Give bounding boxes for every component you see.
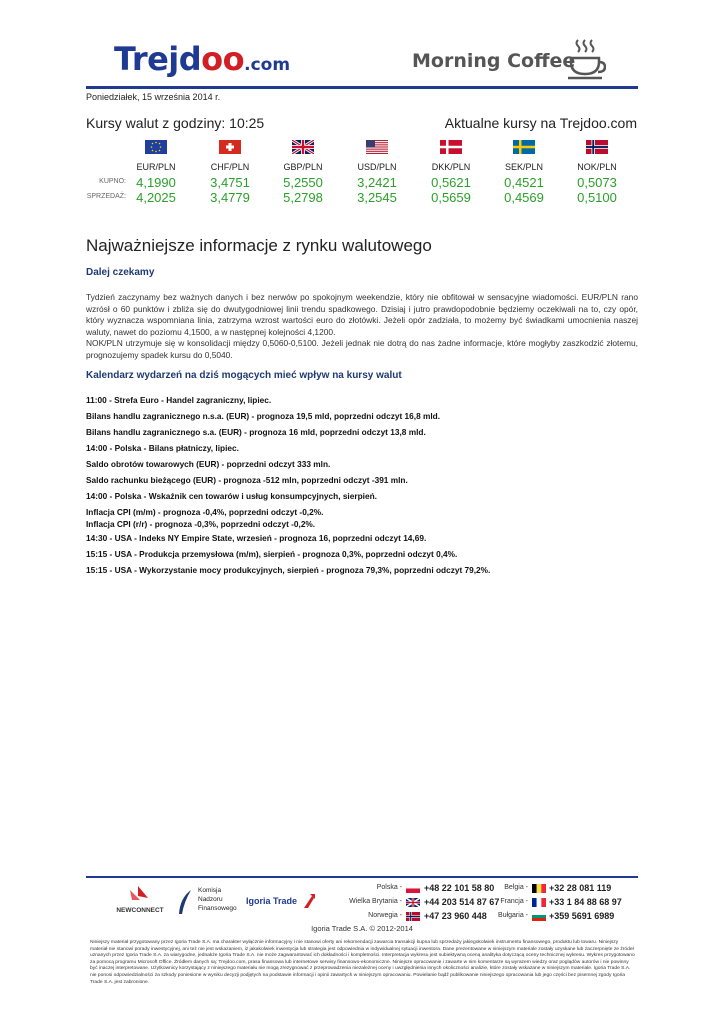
pair-label-sek: SEK/PLN xyxy=(504,162,544,172)
knf-emblem-icon xyxy=(176,888,194,916)
morning-coffee-title: Morning Coffee xyxy=(412,50,576,72)
gb-flag-icon xyxy=(406,898,420,907)
newconnect-text: NEWCONNECT xyxy=(116,907,164,914)
calendar-event: Bilans handlu zagranicznego n.s.a. (EUR) - prognoza 19,5 mld, poprzedni odczyt 16,8 mld. xyxy=(86,411,441,421)
calendar-event: 14:00 - Polska - Wskaźnik cen towarów i usług konsumpcyjnych, sierpień. xyxy=(86,491,377,501)
calendar-event: Saldo rachunku bieżącego (EUR) - prognoza -512 mln, poprzedni odczyt -391 mln. xyxy=(86,475,408,485)
news-paragraph-2: NOK/PLN utrzymuje się w konsolidacji między 0,5060-0,5100. Jeżeli jednak nie dotrą do nas żadne informacje, które mogłyby zaszkodzić złotemu, prognozujemy spadek kursu do 0,5040. xyxy=(86,338,638,360)
footer-divider xyxy=(86,876,638,878)
calendar-event: 14:00 - Polska - Bilans płatniczy, lipiec. xyxy=(86,443,239,453)
calendar-event: 15:15 - USA - Produkcja przemysłowa (m/m), sierpień - prognoza 0,3%, poprzedni odczyt 0,4%. xyxy=(86,549,458,559)
calendar-event: Bilans handlu zagranicznego s.a. (EUR) - prognoza 16 mld, poprzedni odczyt 13,8 mld. xyxy=(86,427,426,437)
disclaimer: Niniejszy materiał przygotowany przez Igoria Trade S.A. ma charakter wyłącznie informacyjny i nie stanowi oferty ani rekomendacji zawarcia transakcji kupna lub sprzedaży jakiegokolwiek instrumentu finansowego, produktu lub towaru. Niniejszy materiał nie stanowi porady inwestycyjnej, ani też nie jest wskazaniem, iż jakakolwiek inwestycja lub strategia jest odpowiednia w indywidualnej sytuacji inwestora. Dane prezentowane w niniejszym materiale zostały uzyskane lub zaczerpnięte ze źródeł uznanych przez Igoria Trade S.A. za wiarygodne, jednakże Igoria Trade S.A. nie może zagwarantować ich dokładności i kompletności. Interpretacja wykresu jest subiektywną oceną analityka dotyczącą oceny technicznej wykresu. Wykres przygotowano za pomocą programu Microsoft Office. Źródłem danych są: Trejdoo.com, prasa finansowa lub internetowe serwisy finansowo-ekonomiczne. Niniejsze opracowanie i zawarte w nim komentarze są wyrazem wiedzy oraz poglądów autorów i nie powinny być inaczej interpretowane. Użytkownicy korzystający z niniejszego materiału nie mogą zrezygnować z przeprowadzenia niezależnej oceny i uwzględnienia innych okoliczności analizie, które zostały wskazane w niniejszym materiale. Igoria Trade S.A. nie ponosi odpowiedzialności za szkody poniesione w wyniku decyzji podjętych na podstawie informacji i opinii zawartych w niniejszym opracowaniu. Powielanie bądź publikowanie niniejszego opracowania lub jego części bez pisemnej zgody Igoria Trade S.A. jest zabronione. xyxy=(90,940,635,985)
news-heading: Najważniejsze informacje z rynku walutowego xyxy=(86,236,432,255)
pair-label-dkk: DKK/PLN xyxy=(431,162,471,172)
sell-sek: 0,4569 xyxy=(504,190,544,205)
contact-country: Norwegia - xyxy=(368,912,402,919)
igoria-mark-icon xyxy=(302,892,316,910)
header-divider xyxy=(86,86,638,89)
buy-label: KUPNO: xyxy=(99,178,126,185)
news-paragraph xyxy=(86,292,638,361)
buy-nok: 0,5073 xyxy=(577,175,617,190)
rates-title: Kursy walut z godziny: 10:25 xyxy=(86,115,265,131)
contact-phone: +33 1 84 88 68 97 xyxy=(549,897,622,907)
rates-link[interactable]: Aktualne kursy na Trejdoo.com xyxy=(444,115,637,131)
ch-flag-icon xyxy=(219,140,241,154)
contact-phone: +47 23 960 448 xyxy=(424,911,487,921)
no-flag-icon xyxy=(406,912,420,921)
calendar-event: Inflacja CPI (m/m) - prognoza -0,4%, poprzedni odczyt -0,2%. xyxy=(86,507,324,517)
logo-text: Trejd xyxy=(114,40,202,78)
se-flag-icon xyxy=(513,140,535,154)
sell-nok: 0,5100 xyxy=(577,190,617,205)
eu-flag-icon xyxy=(145,140,167,154)
buy-dkk: 0,5621 xyxy=(431,175,471,190)
logo-com: .com xyxy=(244,55,291,75)
contact-country: Bułgaria - xyxy=(498,912,528,919)
coffee-cup-icon xyxy=(566,38,606,80)
igoria-text: Igoria Trade xyxy=(246,896,298,906)
knf-line-1: Komisja xyxy=(198,887,222,894)
contact-country: Francja - xyxy=(500,898,528,905)
contact-phone: +32 28 081 119 xyxy=(549,883,612,893)
calendar-event: 14:30 - USA - Indeks NY Empire State, wrzesień - prognoza 16, poprzedni odczyt 14,69. xyxy=(86,533,427,543)
logo-oo: oo xyxy=(201,40,245,78)
buy-sek: 0,4521 xyxy=(504,175,544,190)
pair-label-nok: NOK/PLN xyxy=(577,162,617,172)
buy-eur: 4,1990 xyxy=(136,175,176,190)
igoria-trade-logo xyxy=(246,890,318,914)
sell-eur: 4,2025 xyxy=(136,190,176,205)
fr-flag-icon xyxy=(532,898,546,907)
calendar-event: Inflacja CPI (r/r) - prognoza -0,3%, poprzedni odczyt -0,2%. xyxy=(86,519,316,529)
contact-country: Polska - xyxy=(376,884,402,891)
contact-country: Belgia - xyxy=(504,884,528,891)
pair-label-gbp: GBP/PLN xyxy=(283,162,323,172)
sell-usd: 3,2545 xyxy=(357,190,397,205)
sell-label: SPRZEDAŻ: xyxy=(86,193,126,200)
calendar-event: 11:00 - Strefa Euro - Handel zagraniczny, lipiec. xyxy=(86,395,272,405)
buy-gbp: 5,2550 xyxy=(283,175,323,190)
knf-line-2: Nadzoru xyxy=(198,896,223,903)
newconnect-logo xyxy=(112,884,168,918)
pair-label-chf: CHF/PLN xyxy=(210,162,250,172)
dk-flag-icon xyxy=(440,140,462,154)
news-paragraph-1: Tydzień zaczynamy bez ważnych danych i bez nerwów po spokojnym weekendzie, który nie obfitował w sensacyjne wiadomości. EUR/PLN rano wzrósł o 60 punktów i zbliża się do dwutygodniowej linii trendu spadkowego. Dzisiaj i jutro prawdopodobnie będziemy oczekiwali na to, czy opór, który wyznacza wspomniana linia, zatrzyma wzrost wartości euro do złotówki. Jeżeli opór zadziała, to możemy być świadkami umocnienia naszej waluty, nawet do poziomu 4,1500, a w następnej kolejności 4,1200. xyxy=(86,292,638,337)
news-subheading: Dalej czekamy xyxy=(86,267,155,278)
no-flag-icon xyxy=(586,140,608,154)
calendar-event: 15:15 - USA - Wykorzystanie mocy produkcyjnych, sierpień - prognoza 79,3%, poprzedni odczyt 79,2%. xyxy=(86,565,491,575)
sell-gbp: 5,2798 xyxy=(283,190,323,205)
pair-label-usd: USD/PLN xyxy=(357,162,397,172)
be-flag-icon xyxy=(532,884,546,893)
contact-phone: +359 5691 6989 xyxy=(549,911,615,921)
bg-flag-icon xyxy=(532,912,546,921)
buy-usd: 3,2421 xyxy=(357,175,397,190)
pl-flag-icon xyxy=(406,884,420,893)
sell-dkk: 0,5659 xyxy=(431,190,471,205)
copyright: Igoria Trade S.A. © 2012-2014 xyxy=(311,924,413,933)
sell-chf: 3,4779 xyxy=(210,190,250,205)
us-flag-icon xyxy=(366,140,388,154)
calendar-event: Saldo obrotów towarowych (EUR) - poprzedni odczyt 333 mln. xyxy=(86,459,331,469)
trejdoo-logo xyxy=(114,40,290,78)
buy-chf: 3,4751 xyxy=(210,175,250,190)
pair-label-eur: EUR/PLN xyxy=(136,162,176,172)
contact-country: Wielka Brytania - xyxy=(349,898,402,905)
calendar-heading: Kalendarz wydarzeń na dziś mogących mieć wpływ na kursy walut xyxy=(86,370,402,381)
contact-phone: +48 22 101 58 80 xyxy=(424,883,495,893)
knf-logo xyxy=(176,886,242,918)
gb-flag-icon xyxy=(292,140,314,154)
contact-phone: +44 203 514 87 67 xyxy=(424,897,500,907)
knf-line-3: Finansowego xyxy=(198,905,237,912)
report-date: Poniedziałek, 15 września 2014 r. xyxy=(86,92,221,102)
